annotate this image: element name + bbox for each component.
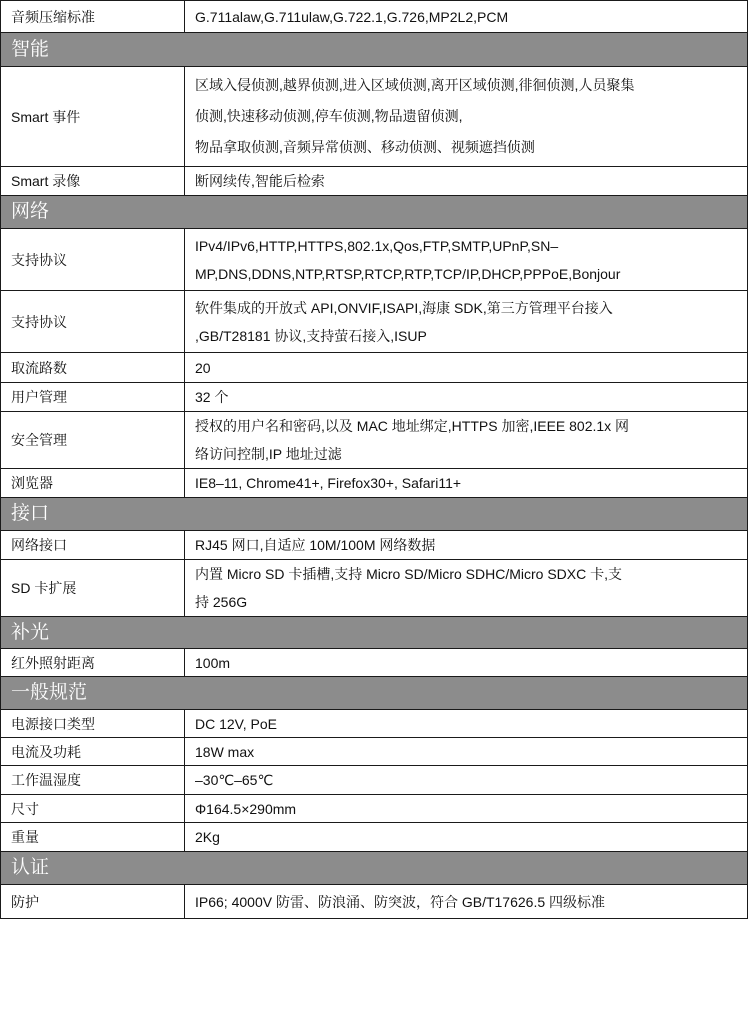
section-header-row	[1, 677, 748, 710]
spec-value-line: 区域入侵侦测,越界侦测,进入区域侦测,离开区域侦测,徘徊侦测,人员聚集	[195, 77, 635, 93]
spec-value	[185, 353, 748, 383]
spec-value	[185, 885, 748, 919]
spec-value	[185, 291, 748, 353]
spec-value	[185, 766, 748, 795]
spec-label: Smart 录像	[1, 167, 185, 196]
spec-value	[185, 383, 748, 412]
spec-value-line: 软件集成的开放式 API,ONVIF,ISAPI,海康 SDK,第三方管理平台接入	[195, 299, 613, 316]
spec-label: 尺寸	[1, 795, 185, 823]
spec-label: 支持协议	[1, 229, 185, 291]
spec-row	[1, 229, 748, 291]
spec-label: 安全管理	[1, 412, 185, 469]
spec-value-line: 断网续传,智能后检索	[195, 173, 325, 189]
section-header-row	[1, 498, 748, 531]
spec-label: 重量	[1, 823, 185, 852]
spec-value-line: ,GB/T28181 协议,支持萤石接入,ISUP	[195, 327, 427, 344]
spec-value	[185, 823, 748, 852]
spec-row	[1, 291, 748, 353]
spec-value-line: Φ164.5×290mm	[195, 800, 297, 817]
spec-value-line: 授权的用户名和密码,以及 MAC 地址绑定,HTTPS 加密,IEEE 802.1x 网	[195, 418, 630, 434]
spec-value-line: 络访问控制,IP 地址过滤	[195, 446, 342, 462]
spec-value	[185, 1, 748, 33]
spec-row	[1, 649, 748, 677]
spec-value-line: 内置 Micro SD 卡插槽,支持 Micro SD/Micro SDHC/Micro SDXC 卡,支	[195, 566, 623, 582]
spec-table-body	[1, 1, 748, 919]
spec-value-line: G.711alaw,G.711ulaw,G.722.1,G.726,MP2L2,PCM	[195, 8, 509, 25]
spec-value	[185, 531, 748, 560]
spec-value	[185, 560, 748, 617]
spec-value-line: IPv4/IPv6,HTTP,HTTPS,802.1x,Qos,FTP,SMTP,UPnP,SN–	[195, 237, 559, 254]
spec-value	[185, 67, 748, 167]
spec-row	[1, 67, 748, 167]
spec-row	[1, 823, 748, 852]
spec-label: 防护	[1, 885, 185, 919]
spec-value	[185, 229, 748, 291]
spec-row	[1, 1, 748, 33]
section-header-row	[1, 196, 748, 229]
spec-value	[185, 167, 748, 196]
spec-row	[1, 469, 748, 498]
section-header-row	[1, 617, 748, 649]
spec-row	[1, 560, 748, 617]
spec-label: 支持协议	[1, 291, 185, 353]
section-title: 认证	[1, 852, 748, 885]
spec-row	[1, 167, 748, 196]
spec-value-line: 100m	[195, 654, 231, 671]
spec-value	[185, 738, 748, 766]
spec-label: 浏览器	[1, 469, 185, 498]
spec-value	[185, 649, 748, 677]
spec-value	[185, 795, 748, 823]
spec-value-line: –30℃–65℃	[195, 772, 274, 788]
spec-value-line: 持 256G	[195, 594, 248, 610]
spec-value-line: 侦测,快速移动侦测,停车侦测,物品遗留侦测,	[195, 108, 463, 124]
spec-row	[1, 383, 748, 412]
spec-row	[1, 412, 748, 469]
spec-row	[1, 531, 748, 560]
section-title: 补光	[1, 617, 748, 649]
spec-value	[185, 710, 748, 738]
spec-value	[185, 412, 748, 469]
section-title: 接口	[1, 498, 748, 531]
spec-value-line: 物品拿取侦测,音频异常侦测、移动侦测、视频遮挡侦测	[195, 139, 535, 155]
spec-label: 工作温湿度	[1, 766, 185, 795]
spec-row	[1, 795, 748, 823]
spec-value-line: MP,DNS,DDNS,NTP,RTSP,RTCP,RTP,TCP/IP,DHCP,PPPoE,Bonjour	[195, 265, 621, 282]
spec-row	[1, 885, 748, 919]
spec-value-line: 32 个	[195, 389, 229, 405]
spec-label: 用户管理	[1, 383, 185, 412]
spec-label: Smart 事件	[1, 67, 185, 167]
spec-value-line: IP66; 4000V 防雷、防浪涌、防突波，符合 GB/T17626.5 四级标准	[195, 893, 606, 910]
spec-row	[1, 766, 748, 795]
spec-value-line: 18W max	[195, 743, 255, 760]
spec-value	[185, 469, 748, 498]
section-title: 一般规范	[1, 677, 748, 710]
spec-value-line: IE8–11, Chrome41+, Firefox30+, Safari11+	[195, 475, 462, 491]
spec-row	[1, 710, 748, 738]
spec-value-line: DC 12V, PoE	[195, 715, 277, 732]
spec-label: 电源接口类型	[1, 710, 185, 738]
spec-label: 电流及功耗	[1, 738, 185, 766]
spec-label: 红外照射距离	[1, 649, 185, 677]
spec-value-line: RJ45 网口,自适应 10M/100M 网络数据	[195, 537, 436, 553]
section-header-row	[1, 33, 748, 67]
spec-label: SD 卡扩展	[1, 560, 185, 617]
spec-label: 取流路数	[1, 353, 185, 383]
spec-label: 音频压缩标准	[1, 1, 185, 33]
section-title: 智能	[1, 33, 748, 67]
spec-value-line: 20	[195, 359, 211, 376]
spec-value-line: 2Kg	[195, 829, 220, 845]
spec-row	[1, 738, 748, 766]
spec-row	[1, 353, 748, 383]
section-title: 网络	[1, 196, 748, 229]
spec-label: 网络接口	[1, 531, 185, 560]
section-header-row	[1, 852, 748, 885]
